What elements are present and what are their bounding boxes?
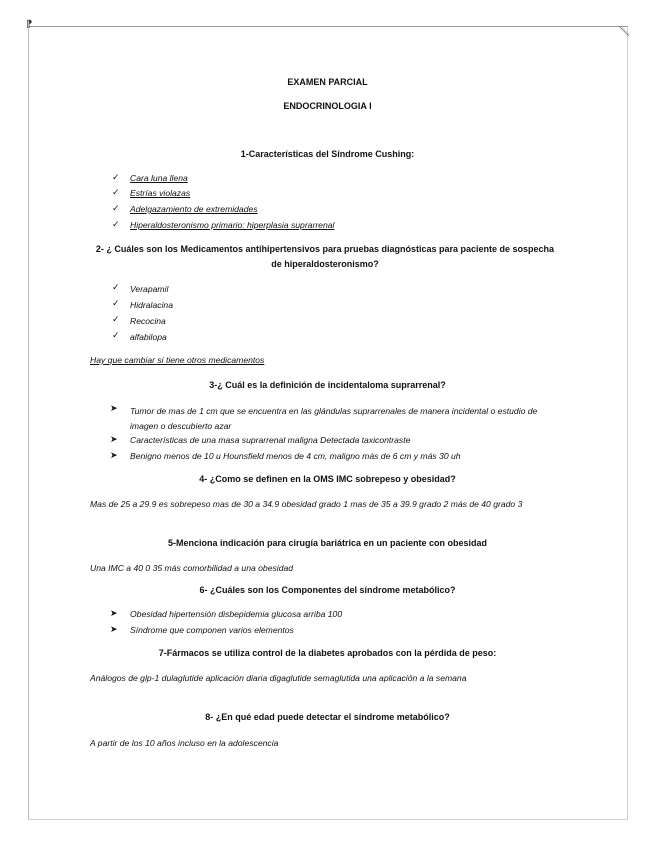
arrow-bullet-icon: ➤ — [110, 434, 118, 444]
list-item: Síndrome que componen varios elementos — [130, 625, 294, 635]
check-icon: ✓ — [112, 330, 120, 340]
page-corner-icon — [619, 26, 629, 36]
arrow-bullet-icon: ➤ — [110, 624, 118, 634]
question-8-answer: A partir de los 10 años incluso en la adolescencia — [90, 738, 279, 748]
list-item: Verapamil — [130, 284, 169, 294]
question-2-title: 2- ¿ Cuáles son los Medicamentos antihipertensivos para pruebas diagnósticas para paciente de sospecha de hiperaldosteronismo? — [95, 244, 555, 269]
question-1-title: 1-Características del Síndrome Cushing: — [240, 149, 415, 159]
check-icon: ✓ — [112, 314, 120, 324]
list-item: Hiperaldosteronismo primario: hiperplasia suprarrenal — [130, 220, 335, 230]
list-item: Recocina — [130, 316, 166, 326]
question-2-note: Hay que cambiar si tiene otros medicamentos — [90, 355, 265, 365]
question-3-title: 3-¿ Cuál es la definición de incidentaloma suprarrenal? — [209, 380, 446, 390]
check-icon: ✓ — [112, 203, 120, 213]
question-7-title: 7-Fármacos se utiliza control de la diabetes aprobados con la pérdida de peso: — [158, 648, 497, 658]
question-4-title: 4- ¿Como se definen en la OMS IMC sobrepeso y obesidad? — [199, 474, 456, 484]
check-icon: ✓ — [112, 298, 120, 308]
check-icon: ✓ — [112, 282, 120, 292]
list-item: Hidralacina — [130, 300, 173, 310]
arrow-bullet-icon: ➤ — [110, 403, 118, 413]
question-8-title: 8- ¿En qué edad puede detectar el síndrome metabólico? — [205, 712, 450, 722]
list-item: Estrías violazas — [130, 188, 191, 198]
question-5-answer: Una IMC a 40 0 35 más comorbilidad a una obesidad — [90, 563, 294, 573]
list-item: Tumor de mas de 1 cm que se encuentra en las glándulas suprarrenales de manera incidental o estudio de imagen o descubierto azar — [130, 406, 538, 431]
list-item: Benigno menos de 10 u Hounsfield menos de 4 cm, maligno más de 6 cm y más 30 uh — [130, 451, 461, 461]
list-item: alfabilopa — [130, 332, 167, 342]
check-icon: ✓ — [112, 219, 120, 229]
exam-title: EXAMEN PARCIAL — [287, 77, 368, 87]
exam-subtitle: ENDOCRINOLOGIA I — [283, 101, 372, 111]
list-item: Cara luna llena — [130, 173, 188, 183]
paragraph-mark-icon: ⁋ — [26, 19, 33, 30]
arrow-bullet-icon: ➤ — [110, 450, 118, 460]
arrow-bullet-icon: ➤ — [110, 608, 118, 618]
question-4-answer: Mas de 25 a 29.9 es sobrepeso mas de 30 a 34.9 obesidad grado 1 mas de 35 a 39.9 grado 2 más de 40 grado 3 — [90, 499, 523, 509]
check-icon: ✓ — [112, 187, 120, 197]
check-icon: ✓ — [112, 172, 120, 182]
list-item: Obesidad hipertensión disbepidemia glucosa arriba 100 — [130, 609, 343, 619]
list-item: Características de una masa suprarrenal maligna Detectada taxicontraste — [130, 435, 411, 445]
list-item: Adelgazamiento de extremidades — [130, 204, 258, 214]
question-5-title: 5-Menciona indicación para cirugía bariátrica en un paciente con obesidad — [167, 538, 488, 548]
question-7-answer: Análogos de glp-1 dulaglutide aplicación diaria digaglutide semaglutida una aplicación a la semana — [90, 673, 467, 683]
question-6-title: 6- ¿Cuáles son los Componentes del síndrome metabólico? — [199, 585, 456, 595]
